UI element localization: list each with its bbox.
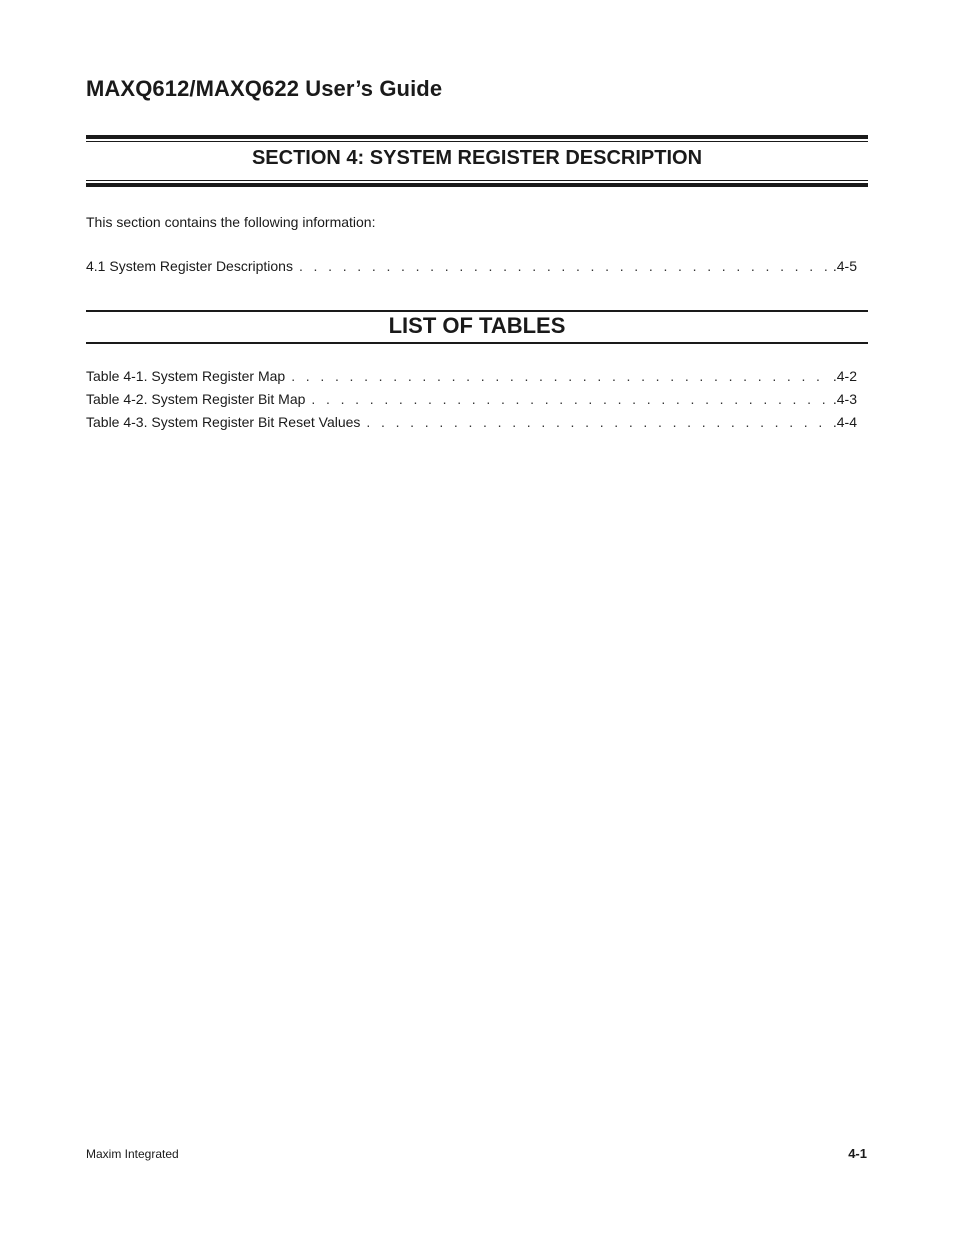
table-entry[interactable] xyxy=(86,365,857,388)
footer-company: Maxim Integrated xyxy=(86,1147,179,1161)
dot-leader xyxy=(291,365,831,388)
table-entry-page: .4-2 xyxy=(832,368,857,384)
dot-leader xyxy=(366,411,830,434)
toc-entry[interactable] xyxy=(86,255,857,278)
list-of-tables xyxy=(86,365,857,434)
table-entry[interactable] xyxy=(86,388,857,411)
table-entry-page: .4-4 xyxy=(832,414,857,430)
section-bottom-rule-thick xyxy=(86,183,868,187)
section-top-rule-thin xyxy=(86,141,868,142)
section-intro: This section contains the following information: xyxy=(86,214,376,230)
tables-top-rule xyxy=(86,310,868,312)
tables-bottom-rule xyxy=(86,342,868,344)
dot-leader xyxy=(311,388,830,411)
dot-leader xyxy=(299,255,831,278)
table-entry-label: Table 4-3. System Register Bit Reset Values xyxy=(86,414,361,430)
toc-entry-label: 4.1 System Register Descriptions xyxy=(86,258,293,274)
section-heading: SECTION 4: SYSTEM REGISTER DESCRIPTION xyxy=(251,147,703,169)
section-bottom-rule-thin xyxy=(86,180,868,181)
table-entry-label: Table 4-2. System Register Bit Map xyxy=(86,391,306,407)
footer-page-number: 4-1 xyxy=(848,1146,867,1161)
table-entry-label: Table 4-1. System Register Map xyxy=(86,368,286,384)
toc-entry-page: .4-5 xyxy=(832,258,857,274)
section-top-rule-thick xyxy=(86,135,868,139)
table-entry[interactable] xyxy=(86,411,857,434)
document-title: MAXQ612/MAXQ622 User’s Guide xyxy=(86,76,443,101)
section-contents-list xyxy=(86,255,857,278)
tables-heading: LIST OF TABLES xyxy=(388,313,566,338)
table-entry-page: .4-3 xyxy=(832,391,857,407)
